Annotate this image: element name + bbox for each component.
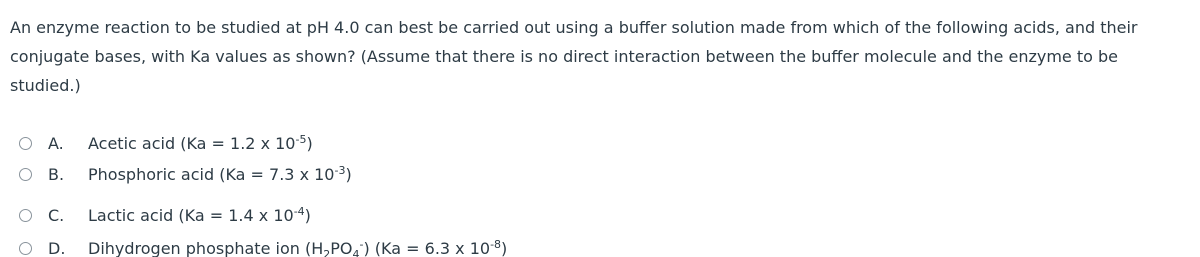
answer-option-a[interactable] [19,130,313,156]
answer-close-b: ) [345,164,352,184]
question-text: An enzyme reaction to be studied at pH 4.0 can best be carried out using a buffer solution made from which of the following acids, and their conjugate bases, with Ka values as shown? (Assume that there is no direct interaction between the buffer molecule and the enzyme to be studied.) [10,18,1138,95]
answer-text-b: Phosphoric acid (Ka = 7.3 x 10 [88,164,335,184]
answer-sub-d-2: 4 [352,247,360,257]
answer-text-d-part1: Dihydrogen phosphate ion (H [88,238,324,257]
answer-close-a: ) [306,133,313,153]
answer-sub-d-1: 2 [323,247,331,257]
answer-letter-a: A. [48,133,64,153]
answer-text-d-part2: PO [330,238,353,257]
answer-text-c: Lactic acid (Ka = 1.4 x 10 [88,205,294,225]
answer-exponent-a: -5 [295,132,307,146]
answer-option-c[interactable] [19,202,311,228]
answer-label-c [88,206,311,225]
answer-text-a: Acetic acid (Ka = 1.2 x 10 [88,133,296,153]
radio-button-a[interactable] [19,137,32,150]
answer-text-d-part3: ) (Ka = 6.3 x 10 [363,238,491,257]
answer-letter-d: D. [48,238,66,257]
answer-letter-c: C. [48,205,65,225]
answer-charge-d: - [359,237,364,251]
answer-close-c: ) [304,205,311,225]
answer-label-d [88,239,507,257]
answer-letter-b: B. [48,164,65,184]
answer-option-d[interactable] [19,235,507,257]
answer-close-d: ) [501,238,508,257]
answer-exponent-c: -4 [293,204,305,218]
radio-button-c[interactable] [19,209,32,222]
answer-option-b[interactable] [19,161,352,187]
answer-exponent-b: -3 [334,163,346,177]
answer-label-b [88,165,352,184]
radio-button-d[interactable] [19,242,32,255]
answer-label-a [88,134,313,153]
answer-exponent-d: -8 [490,237,502,251]
radio-button-b[interactable] [19,168,32,181]
